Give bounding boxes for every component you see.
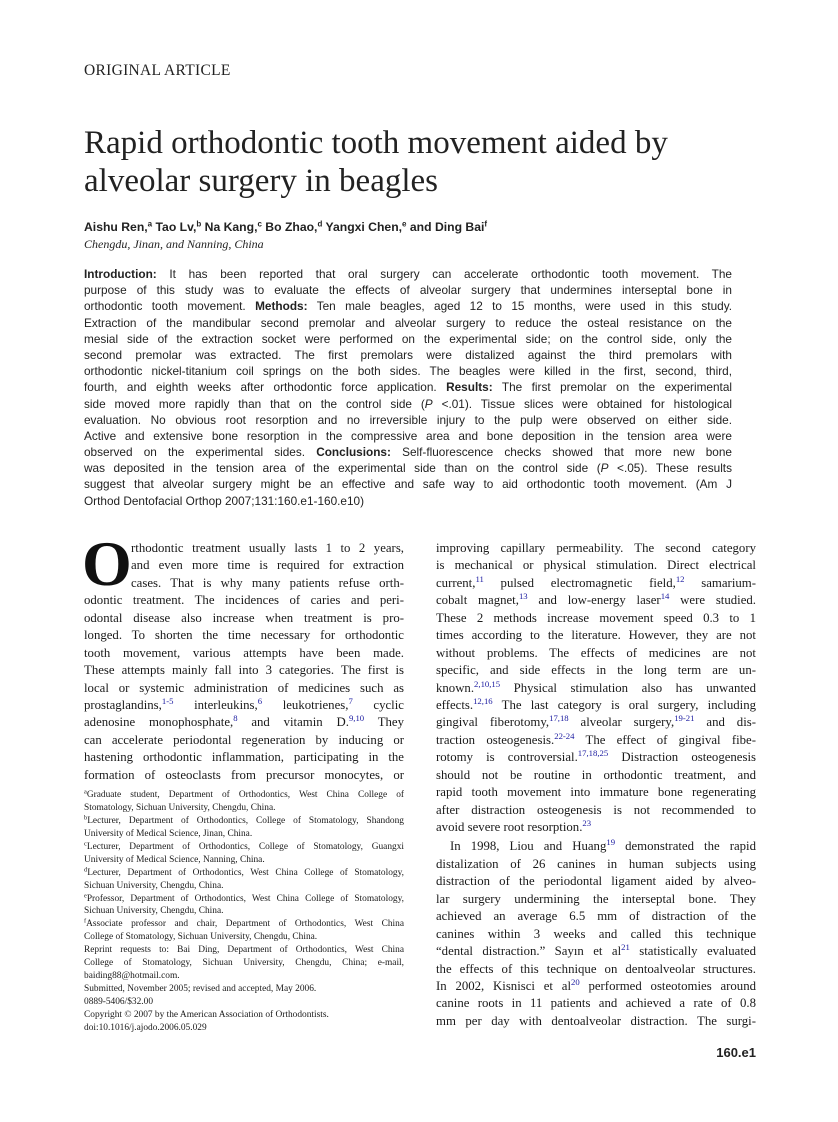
abstract-line [84,493,732,509]
author: and Ding Bai$^f$ [406,219,488,234]
text-run: and dis- [694,715,756,730]
citation-superscript[interactable]: 22-24 [554,731,575,742]
abstract-line [84,412,732,428]
text-run: gingival fiberotomy, [436,715,550,730]
citation-superscript: d [84,866,88,874]
body-line [436,627,756,644]
text-run: It has been reported that oral surgery can accelerate orthodontic tooth movement. The [156,267,732,281]
text-run: local or systemic administration of medicines such as [84,680,404,695]
footnote-line [84,828,404,841]
body-line [436,856,756,873]
body-line [436,926,756,943]
text-run: and vitamin D. [237,715,349,730]
text-run: Self-fluorescence checks showed that more new bone [390,445,732,460]
body-left-column [84,540,404,784]
article-title [84,124,764,200]
text-run: rapid tooth movement into immature bone regenerating [436,785,756,800]
body-line [84,767,404,784]
citation-superscript[interactable]: 19 [606,837,616,848]
text-run: specific, and side effects in the long term are un- [436,663,756,678]
author: Na Kang,$^c$ [201,219,262,234]
text-run: rthodontic treatment usually lasts 1 to 2 years, [131,541,404,555]
body-line [84,662,404,679]
body-line [84,557,404,574]
body-line [436,697,756,714]
author: Bo Zhao,$^d$ [261,219,323,234]
text-run: doi:10.1016/j.ajodo.2006.05.029 [84,1022,207,1033]
citation-superscript[interactable]: 11 [475,574,484,585]
citation-superscript[interactable]: 17,18,25 [577,748,609,759]
text-run: Lecturer, Department of Orthodontics, College of Stomatology, Guangxi [86,841,404,852]
footnote-line [84,867,404,880]
section-label: ORIGINAL ARTICLE [84,62,231,79]
body-line [84,680,404,697]
text-run: tooth movement, various attempts have been made. [84,645,404,660]
text-run: performed osteotomies around [579,978,756,993]
footnote-line [84,841,404,854]
italic-text: P [600,461,609,476]
footnote-line [84,944,404,957]
abstract-line [84,396,732,412]
citation-superscript[interactable]: 6 [257,696,263,707]
text-run: These 2 methods increase movement speed 0.3 to 1 [436,610,756,625]
abstract [84,266,732,509]
section-heading: Results: [446,380,493,395]
text-run: Ten male beagles, aged 12 to 15 months, were used in this study. [307,299,732,314]
footnote-line [84,918,404,931]
body-line [436,680,756,697]
text-run: distraction of the periodontal ligament aided by alveo- [436,874,756,889]
abstract-line [84,460,732,476]
text-run: canines within 3 weeks and called this technique [436,926,756,941]
citation-superscript[interactable]: 23 [582,818,592,829]
text-run: Professor, Department of Orthodontics, West China College of Stomatology, [86,893,404,904]
author: Aishu Ren,$^a$ [84,219,153,234]
text-run: In 1998, Liou and Huang [450,839,607,854]
text-run: The last category is oral surgery, including [492,697,756,712]
body-line [84,627,404,644]
text-run: They [364,715,404,730]
footnote-line [84,815,404,828]
text-run: were studied. [669,593,756,608]
text-run: should not be routine in orthodontic treatment, and [436,767,756,782]
footnote-line [84,1022,404,1035]
citation-superscript[interactable]: 2,10,15 [474,678,501,689]
text-run: demonstrated the rapid [615,839,756,854]
citation-superscript: a [84,788,87,796]
text-run: after distraction osteogenesis is not recommended to [436,802,756,817]
text-run: mesial side of the extraction socket were performed on the experimental side; on the control side, only the [84,331,732,346]
text-run: These attempts mainly fall into 3 categories. The first is [84,663,404,678]
text-run: suggest that alveolar surgery might be an effective and safe way to aid orthodontic tooth movement. (Am J [84,477,732,492]
text-run: adenosine monophosphate, [84,715,234,730]
citation-superscript[interactable]: 21 [621,942,630,953]
text-run: Distraction osteogenesis [608,750,756,765]
text-run: pulsed electromagnetic field, [483,575,676,590]
body-line [84,540,404,557]
abstract-line [84,266,732,282]
author: Yangxi Chen,$^e$ [322,219,407,234]
text-run: In 2002, Kisnisci et al [436,978,571,993]
footnote-line [84,854,404,867]
text-run: Orthod Dentofacial Orthop 2007;131:160.e1-160.e10) [84,493,365,508]
footnote-line [84,893,404,906]
text-run: purpose of this study was to evaluate the effects of alveolar surgery that undermines interseptal bone in [84,283,732,298]
section-heading: Introduction: [84,267,157,281]
text-run: hastening orthodontic inflammation, participating in the [84,750,404,765]
text-run: orthodontic nickel-titanium coil springs on the both sides. The beagles were killed in the first, second, third, [84,364,732,379]
body-line [84,714,404,731]
text-run: Sichuan University, Chengdu, China. [84,906,224,917]
body-paragraph [436,838,756,1030]
body-line [436,540,756,557]
text-run: statistically evaluated [629,944,756,959]
text-run: baiding88@hotmail.com. [84,971,180,982]
body-line [436,891,756,908]
body-line [436,819,756,836]
citation-superscript[interactable]: 13 [518,591,528,602]
text-run: The effect of gingival fibe- [574,732,756,747]
body-line [84,610,404,627]
body-line [436,943,756,960]
citation-superscript: f [84,917,87,925]
abstract-line [84,315,732,331]
text-run: Active and extensive bone resorption in the compressive area and bone deposition in the tension area were [84,428,732,443]
citation-superscript[interactable]: 8 [233,713,238,724]
body-right-column [436,540,756,1030]
abstract-line [84,347,732,363]
citation-superscript: c [84,840,87,848]
citation-superscript: e [84,892,87,899]
citation-superscript[interactable]: 1-5 [161,696,174,707]
abstract-line [84,444,732,460]
body-line [436,961,756,978]
text-run: Stomatology, Sichuan University, Chengdu, China. [84,802,276,813]
abstract-line [84,379,732,395]
text-run: prostaglandins, [84,697,162,712]
text-run: fourth, and eighth weeks after orthodontic force application. [84,380,447,395]
body-line [436,575,756,592]
text-run: mm per day with dentoalveolar distraction. The surgi- [436,1013,756,1028]
body-line [436,995,756,1012]
text-run: Submitted, November 2005; revised and accepted, May 2006. [84,984,317,995]
text-run: “dental distraction.” Sayın et al [436,944,622,959]
citation-superscript[interactable]: 7 [348,696,353,707]
text-run: longed. To shorten the time necessary for orthodontic [84,628,404,643]
text-run: canine roots in 11 patients and achieved a rate of 0.8 [436,996,756,1011]
text-run: traction osteogenesis. [436,732,555,747]
text-run: second premolar was extracted. The first premolars were distalized against the third premolars with [84,347,732,362]
text-run: University of Medical Science, Jinan, China. [84,828,253,839]
body-line [436,767,756,784]
text-run: cyclic [352,697,404,712]
body-paragraph [436,540,756,836]
footnote-line [84,880,404,893]
body-line [436,557,756,574]
text-run: current, [436,575,476,590]
text-run: <.05). These results [608,461,732,476]
text-run: The first premolar on the experimental [492,380,732,395]
body-line [436,662,756,679]
drop-cap: O [82,528,132,599]
body-line [436,802,756,819]
text-run: can accelerate periodontal regeneration by inducing or [84,732,404,747]
footnote-line [84,983,404,996]
body-line [84,749,404,766]
author: Tao Lv,$^b$ [152,219,202,234]
text-run: times according to the literature. However, they are not [436,628,756,643]
body-line [436,873,756,890]
body-line [436,978,756,995]
citation-superscript[interactable]: 12,16 [473,696,493,707]
footnotes [84,789,404,1035]
text-run: samarium- [684,575,756,590]
text-run: Sichuan University, Chengdu, China. [84,880,224,891]
footnote-line [84,789,404,802]
text-run: and even more time is required for extraction [131,558,404,573]
footnote-line [84,931,404,944]
body-line [436,645,756,662]
text-run: was deposited in the tension area of the experimental side than on the control side ( [84,461,601,476]
text-run: Lecturer, Department of Orthodontics, College of Stomatology, Shandong [87,815,404,826]
text-run: 0889-5406/$32.00 [84,997,154,1007]
abstract-line [84,282,732,298]
text-run: orthodontic tooth movement. [84,299,256,314]
text-run: Reprint requests to: Bai Ding, Department of Orthodontics, West China [84,945,404,956]
footnote-line [84,905,404,918]
text-run: distalization of 26 canines in human subjects using [436,856,756,871]
text-run: cobalt magnet, [436,593,519,608]
body-line [436,592,756,609]
body-line [84,592,404,609]
text-run: without problems. The effects of medicines are not [436,645,756,660]
body-line [436,784,756,801]
citation-superscript[interactable]: 20 [571,977,580,988]
body-line [436,1013,756,1030]
text-run: known. [436,680,475,695]
text-run: Extraction of the mandibular second premolar and alveolar surgery to reduce the osteal resistance on the [84,315,732,330]
footnote-line [84,957,404,970]
citation-superscript[interactable]: 12 [675,574,685,585]
abstract-line [84,298,732,314]
text-run: avoid severe root resorption. [436,820,583,834]
body-line [436,749,756,766]
text-run: Copyright © 2007 by the American Association of Orthodontists. [84,1009,329,1020]
title-line: alveolar surgery in beagles [84,163,439,199]
abstract-line [84,476,732,492]
text-run: and low-energy laser [527,593,661,608]
text-run: Physical stimulation also has unwanted [500,680,756,695]
text-run: College of Stomatology, Sichuan University, Chengdu, China; e-mail, [84,958,404,969]
text-run: evaluation. No obvious root resorption and no irreversible injury to the pulp were observed on either side. [84,412,732,427]
abstract-line [84,363,732,379]
text-run: formation of osteoclasts from precursor monocytes, or [84,767,404,782]
body-line [436,714,756,731]
text-run: College of Stomatology, Sichuan University, Chengdu, China. [84,932,318,943]
text-run: odontal disease also increase when treatment is pro- [84,610,404,625]
text-run: <.01). Tissue slices were obtained for histological [432,396,733,411]
footnote-line [84,996,404,1009]
text-run: Lecturer, Department of Orthodontics, West China College of Stomatology, [87,867,404,878]
footnote-line [84,802,404,815]
body-line [436,908,756,925]
text-run: rotomy is controversial. [436,750,578,765]
text-run: odontic treatment. The incidences of caries and peri- [84,593,404,608]
text-run: alveolar surgery, [568,715,675,730]
text-run: side moved more rapidly than that on the control side ( [84,396,425,411]
citation-superscript[interactable]: 19-21 [674,713,695,724]
text-run: Associate professor and chair, Department of Orthodontics, West China [86,919,404,930]
text-run: Graduate student, Department of Orthodontics, West China College of [86,790,404,800]
page-number: 160.e1 [716,1045,756,1060]
body-line [84,575,404,592]
text-run: interleukins, [173,697,258,712]
text-run: leukotrienes, [262,697,349,712]
abstract-line [84,331,732,347]
section-heading: Conclusions: [316,445,391,460]
body-line [84,732,404,749]
text-run: observed on the experimental sides. [84,445,317,460]
footnote-line [84,1009,404,1022]
text-run: effects. [436,697,474,712]
body-line [436,838,756,855]
body-line [436,732,756,749]
text-run: lar surgery undermining the interseptal bone. They [436,891,756,906]
abstract-line [84,428,732,444]
body-line [436,610,756,627]
italic-text: P [424,396,433,411]
citation-superscript[interactable]: 9,10 [348,713,365,724]
citation-superscript: b [84,814,88,822]
author-locations: Chengdu, Jinan, and Nanning, China [84,237,264,251]
citation-superscript[interactable]: 14 [660,591,670,602]
body-line [84,645,404,662]
text-run: improving capillary permeability. The second category [436,541,756,555]
author-list [84,220,487,234]
text-run: is mechanical or physical stimulation. Direct electrical [436,558,756,573]
citation-superscript[interactable]: 17,18 [549,713,569,724]
text-run: the effects of this technique on dentoalveolar structures. [436,961,756,976]
footnote-line [84,970,404,983]
text-run: achieved an average 6.5 mm of distraction of the [436,909,756,924]
text-run: cases. That is why many patients refuse orth- [131,575,404,590]
text-run: University of Medical Science, Nanning, China. [84,854,265,865]
body-line [84,697,404,714]
section-heading: Methods: [255,299,308,314]
title-line: Rapid orthodontic tooth movement aided by [84,125,668,161]
